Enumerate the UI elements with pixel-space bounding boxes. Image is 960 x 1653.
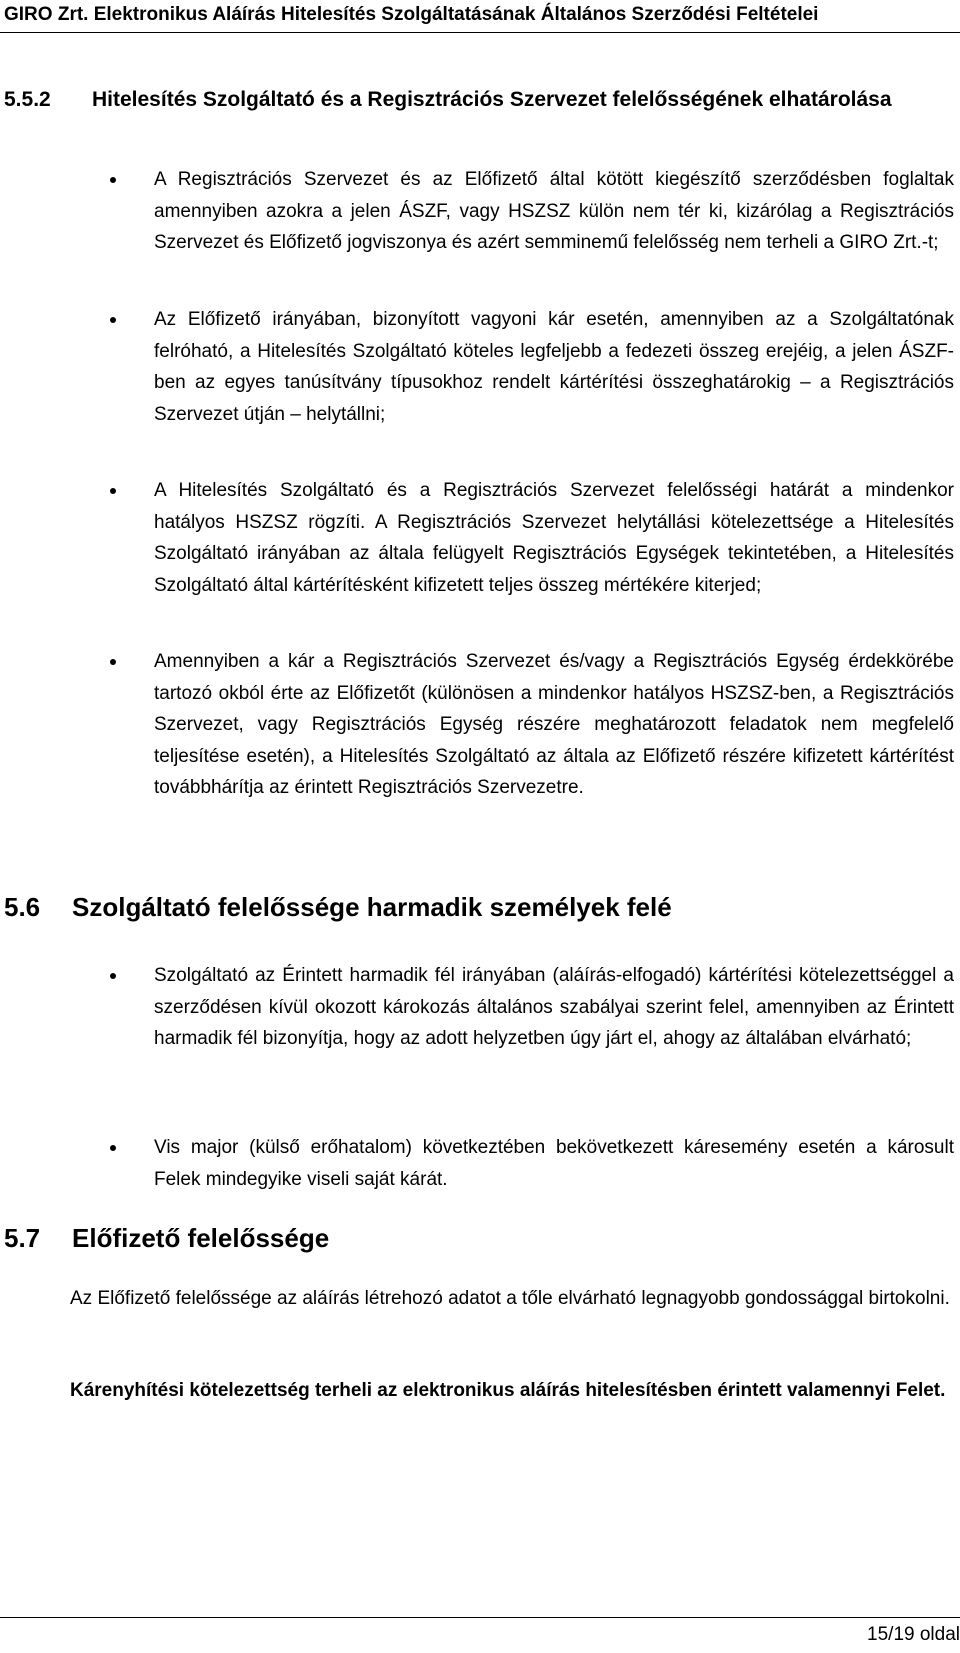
list-item-text: Az Előfizető irányában, bizonyított vagyoni kár esetén, amennyiben az a Szolgáltatónak felróható, a Hitelesítés Szolgáltató köteles legfeljebb a fedezeti összeg erejéig, a jelen ÁSZF-ben az egyes tanúsítvány típusokhoz rendelt kártérítési összeghatárokig – a Regisztrációs Szervezet útján – helytállni;	[154, 309, 954, 425]
section-title: Szolgáltató felelőssége harmadik személyek felé	[72, 892, 672, 922]
bullet-icon	[110, 973, 116, 979]
list-item-text: Amennyiben a kár a Regisztrációs Szervezet és/vagy a Regisztrációs Egység érdekkörébe tartozó okból érte az Előfizetőt (különösen a mindenkor hatályos HSZSZ-ben, a Regisztrációs Szervezet, vagy Regisztrációs Egység részére meghatározott feladatok nem megfelelő teljesítése esetén), a Hitelesítés Szolgáltató az általa az Előfizető részére kifizetett kártérítést továbbhárítja az érintett Regisztrációs Szervezetre.	[154, 651, 954, 798]
running-header: GIRO Zrt. Elektronikus Aláírás Hitelesítés Szolgáltatásának Általános Szerződési Feltételei	[4, 4, 819, 25]
footer-divider	[0, 1617, 960, 1618]
bullet-icon	[110, 659, 116, 665]
bullet-icon	[110, 1145, 116, 1151]
list-item-text: Szolgáltató az Érintett harmadik fél irányában (aláírás-elfogadó) kártérítési kötelezettséggel a szerződésen kívül okozott károkozás általános szabályai szerint felel, amennyiben az Érintett harmadik fél bizonyítja, hogy az adott helyzetben úgy járt el, ahogy az általában elvárható;	[154, 965, 954, 1049]
bold-paragraph: Kárenyhítési kötelezettség terheli az elektronikus aláírás hitelesítésben érintett valamennyi Felet.	[70, 1380, 946, 1401]
list-item-text: A Regisztrációs Szervezet és az Előfizető által kötött kiegészítő szerződésben foglaltak amennyiben azokra a jelen ÁSZF, vagy HSZSZ külön nem tér ki, kizárólag a Regisztrációs Szervezet és Előfizető jogviszonya és azért semminemű felelősség nem terheli a GIRO Zrt.-t;	[154, 169, 954, 253]
section-number: 5.7	[4, 1223, 41, 1253]
header-divider	[0, 32, 960, 33]
section-title: Hitelesítés Szolgáltató és a Regisztrációs Szervezet felelősségének elhatárolása	[92, 88, 892, 111]
bullet-icon	[110, 177, 116, 183]
bullet-icon	[110, 488, 116, 494]
section-number: 5.6	[4, 892, 41, 922]
paragraph: Az Előfizető felelőssége az aláírás létrehozó adatot a tőle elvárható legnagyobb gondossággal birtokolni.	[70, 1288, 950, 1309]
section-title: Előfizető felelőssége	[72, 1223, 330, 1253]
section-number: 5.5.2	[4, 88, 51, 111]
bullet-icon	[110, 317, 116, 323]
page-number: 15/19 oldal	[867, 1624, 960, 1645]
list-item-text: A Hitelesítés Szolgáltató és a Regisztrációs Szervezet felelősségi határát a mindenkor hatályos HSZSZ rögzíti. A Regisztrációs Szervezet helytállási kötelezettsége a Hitelesítés Szolgáltató irányában az általa felügyelt Regisztrációs Egységek tekintetében, a Hitelesítés Szolgáltató által kártérítésként kifizetett teljes összeg mértékére kiterjed;	[154, 480, 954, 596]
list-item-text: Vis major (külső erőhatalom) következtében bekövetkezett káresemény esetén a károsult Felek mindegyike viseli saját kárát.	[154, 1137, 954, 1190]
